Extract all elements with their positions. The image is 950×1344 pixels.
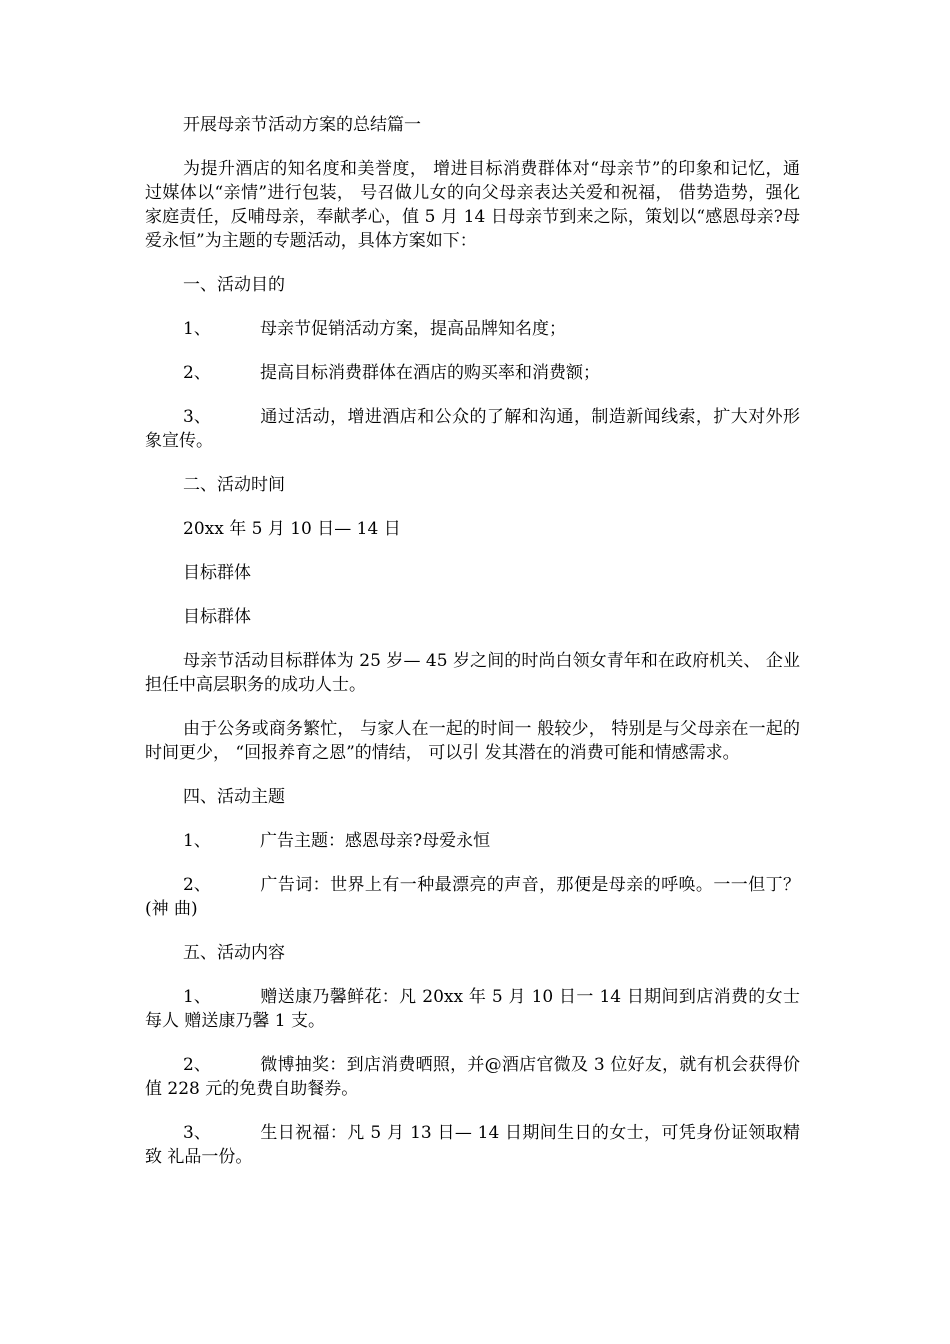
list-item	[145, 405, 800, 453]
section-heading-purpose: 一、活动目的	[183, 275, 285, 295]
item-number: 2、	[183, 875, 211, 895]
section-heading-target-repeat: 目标群体	[183, 607, 251, 627]
item-number: 1、	[183, 987, 211, 1007]
item-text: 赠送康乃馨鲜花：凡 20xx 年 5 月 10 日一 14 日期间到店消费的女士每人 赠送康乃馨 1 支。	[145, 987, 800, 1031]
intro-paragraph: 为提升酒店的知名度和美誉度， 增进目标消费群体对“母亲节”的印象和记忆，通过媒体以“亲情”进行包装， 号召做儿女的向父母亲表达关爱和祝福， 借势造势，强化家庭责任，反哺母亲，奉献孝心，值 5 月 14 日母亲节到来之际，策划以“感恩母亲?母爱永恒”为主题的专题活动，具体方案如下：	[145, 159, 800, 251]
item-number: 1、	[183, 319, 211, 339]
item-text: 微博抽奖：到店消费晒照，并@酒店官微及 3 位好友，就有机会获得价 值 228 元的免费自助餐券。	[145, 1055, 800, 1099]
target-paragraph: 母亲节活动目标群体为 25 岁— 45 岁之间的时尚白领女青年和在政府机关、 企业担任中高层职务的成功人士。	[145, 651, 800, 695]
target-reason-paragraph: 由于公务或商务繁忙， 与家人在一起的时间一 般较少， 特别是与父母亲在一起的时间更少， “回报养育之恩”的情结， 可以引 发其潜在的消费可能和情感需求。	[145, 719, 800, 763]
list-item	[145, 829, 800, 853]
list-item	[145, 873, 800, 921]
section-heading-target: 目标群体	[183, 563, 251, 583]
section-heading-content: 五、活动内容	[183, 943, 285, 963]
item-text: 提高目标消费群体在酒店的购买率和消费额；	[260, 363, 600, 383]
list-item	[145, 1053, 800, 1101]
activity-date: 20xx 年 5 月 10 日— 14 日	[183, 519, 401, 539]
list-item	[145, 361, 800, 385]
item-number: 1、	[183, 831, 211, 851]
document-title: 开展母亲节活动方案的总结篇一	[183, 115, 421, 135]
item-text: 母亲节促销活动方案，提高品牌知名度；	[260, 319, 566, 339]
item-text: 广告词：世界上有一种最漂亮的声音，那便是母亲的呼唤。一一但丁？(神 曲)	[145, 875, 800, 919]
list-item	[145, 1121, 800, 1169]
item-text: 广告主题：感恩母亲?母爱永恒	[260, 831, 491, 851]
item-number: 3、	[183, 1123, 211, 1143]
list-item	[145, 317, 800, 341]
item-number: 2、	[183, 1055, 211, 1075]
section-heading-time: 二、活动时间	[183, 475, 285, 495]
item-number: 3、	[183, 407, 211, 427]
list-item	[145, 985, 800, 1033]
item-text: 生日祝福：凡 5 月 13 日— 14 日期间生日的女士，可凭身份证领取精致 礼品一份。	[145, 1123, 800, 1167]
item-number: 2、	[183, 363, 211, 383]
item-text: 通过活动，增进酒店和公众的了解和沟通，制造新闻线索，扩大对外形 象宣传。	[145, 407, 800, 451]
document-body	[145, 113, 800, 1189]
section-heading-theme: 四、活动主题	[183, 787, 285, 807]
